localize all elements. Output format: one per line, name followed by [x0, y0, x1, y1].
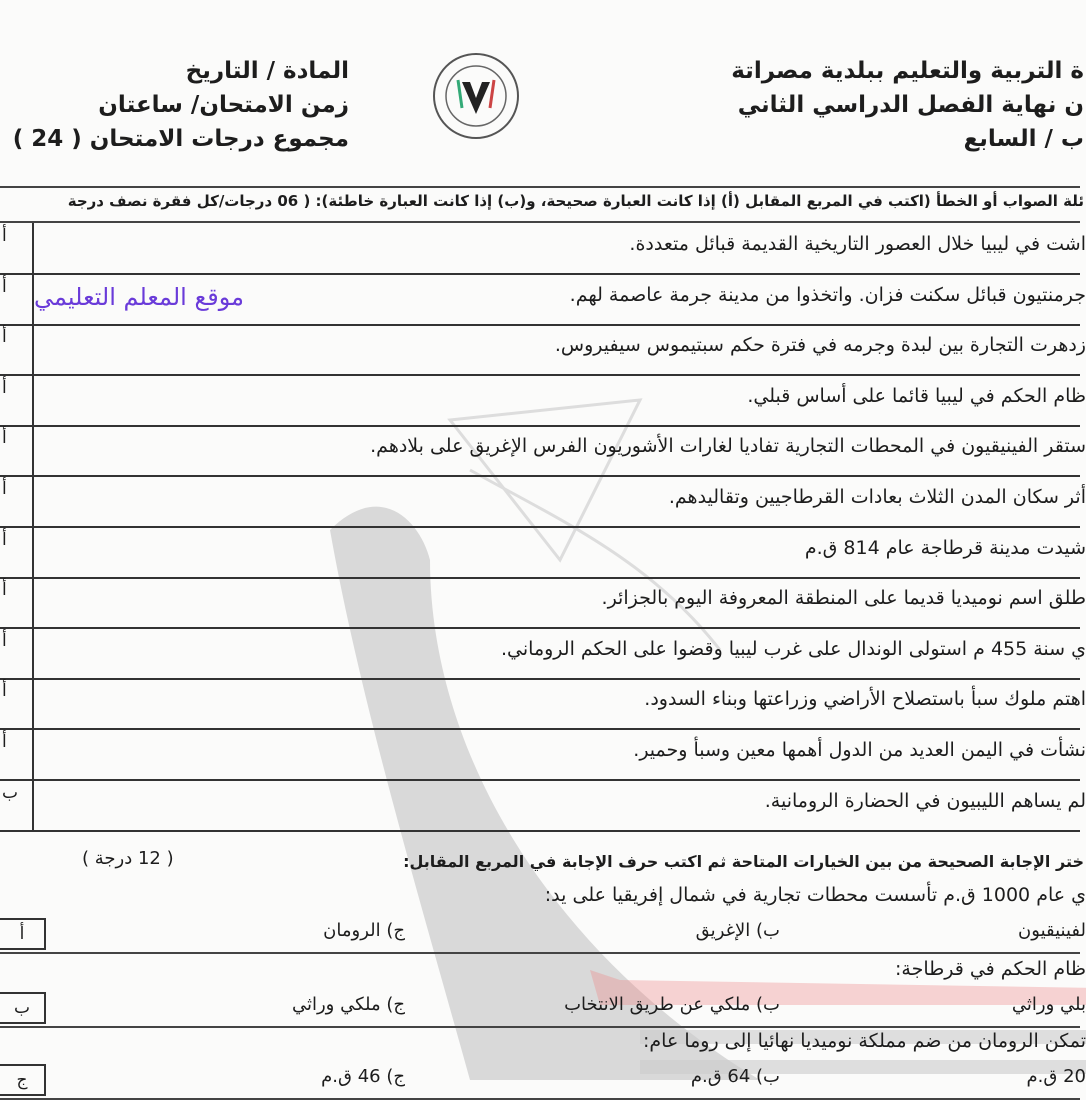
answer-box[interactable]: أ: [0, 274, 34, 324]
option-b: ب) 64 ق.م: [690, 1066, 780, 1087]
statement-text: اهتم ملوك سبأ باستصلاح الأراضي وزراعتها وبناء السدود.: [644, 688, 1086, 711]
ministry-logo: [432, 52, 520, 140]
option-a: بلي وراثي: [1011, 994, 1086, 1015]
option-c: ج) ملكي وراثي: [291, 994, 405, 1015]
tf-row: [0, 780, 1086, 832]
statement-text: أثر سكان المدن الثلاث بعادات القرطاجيين وتقاليدهم.: [668, 486, 1086, 508]
answer-box[interactable]: ج: [0, 1064, 46, 1096]
option-c: ج) الرومان: [323, 920, 405, 941]
tf-row: [0, 425, 1086, 477]
header-total-marks: مجموع درجات الامتحان ( 24 ): [12, 126, 349, 152]
tf-row: [0, 729, 1086, 781]
question-divider: [0, 1026, 1080, 1028]
option-a: لفينيقيون: [1018, 920, 1086, 941]
answer-box[interactable]: ب: [0, 992, 46, 1024]
answer-box[interactable]: أ: [0, 678, 34, 728]
statement-text: نشأت في اليمن العديد من الدول أهمها معين وسبأ وحمير.: [633, 739, 1086, 761]
answer-box[interactable]: ب: [0, 780, 34, 830]
option-b: ب) الإغريق: [695, 920, 780, 941]
tf-row: [0, 375, 1086, 427]
statement-text: ظام الحكم في ليبيا قائما على أساس قبلي.: [747, 384, 1086, 407]
header-divider: [0, 186, 1080, 188]
question-text: ي عام 1000 ق.م تأسست محطات تجارية في شمال إفريقيا على يد:: [544, 884, 1086, 906]
header-exam-title: ن نهاية الفصل الدراسي الثاني: [737, 92, 1084, 118]
answer-box[interactable]: أ: [0, 527, 34, 577]
statement-text: شيدت مدينة قرطاجة عام 814 ق.م: [804, 536, 1086, 559]
question-divider: [0, 952, 1080, 954]
statement-text: زدهرت التجارة بين لبدة وجرمه في فترة حكم سبتيموس سيفيروس.: [554, 334, 1086, 357]
tf-row: [0, 678, 1086, 730]
option-c: ج) 46 ق.م: [321, 1066, 405, 1087]
question-text: ظام الحكم في قرطاجة:: [895, 958, 1086, 980]
answer-box[interactable]: أ: [0, 628, 34, 678]
answer-box[interactable]: أ: [0, 918, 46, 950]
section1-instruction: ئلة الصواب أو الخطأ (اكتب في المربع المقابل (أ) إذا كانت العبارة صحيحة، و(ب) إذا كانت العبارة خاطئة): ( 06 درجات/كل فقرة نصف درجة: [67, 192, 1084, 210]
option-a: 20 ق.م: [1026, 1066, 1086, 1087]
statement-text: ي سنة 455 م استولى الوندال على غرب ليبيا وقضوا على الحكم الروماني.: [501, 637, 1086, 660]
tf-row: [0, 324, 1086, 376]
answer-box[interactable]: أ: [0, 324, 34, 374]
header-directorate: ة التربية والتعليم ببلدية مصراتة: [731, 58, 1084, 84]
answer-box[interactable]: أ: [0, 476, 34, 526]
header-left: [12, 54, 349, 156]
header-grade: ب / السابع: [963, 126, 1084, 152]
statement-text: لم يساهم الليبيون في الحضارة الرومانية.: [764, 789, 1086, 812]
statement-text: ستقر الفينيقيون في المحطات التجارية تفاديا لغارات الأشوريون الفرس الإغريق على بلادهم.: [370, 435, 1086, 458]
tf-row: [0, 476, 1086, 528]
statement-text: اشت في ليبيا خلال العصور التاريخية القديمة قبائل متعددة.: [629, 233, 1086, 255]
site-watermark-text: موقع المعلم التعليمي: [34, 283, 244, 311]
statement-text: طلق اسم نوميديا قديما على المنطقة المعروفة اليوم بالجزائر.: [601, 587, 1086, 610]
statement-text: جرمنتيون قبائل سكنت فزان. واتخذوا من مدينة جرمة عاصمة لهم.: [569, 283, 1086, 306]
header-right: [731, 54, 1084, 156]
answer-box[interactable]: أ: [0, 577, 34, 627]
answer-box[interactable]: أ: [0, 375, 34, 425]
header-duration: زمن الامتحان/ ساعتان: [98, 92, 349, 118]
tf-row: [0, 577, 1086, 629]
tf-row: [0, 628, 1086, 680]
answer-box[interactable]: أ: [0, 729, 34, 779]
answer-box[interactable]: أ: [0, 223, 34, 273]
tf-row: [0, 527, 1086, 579]
question-text: تمكن الرومان من ضم مملكة نوميديا نهائيا إلى روما عام:: [642, 1030, 1086, 1052]
section2-marks: ( 12 درجة ): [82, 848, 174, 869]
answer-box[interactable]: أ: [0, 425, 34, 475]
tf-row: [0, 223, 1086, 275]
option-b: ب) ملكي عن طريق الانتخاب: [564, 994, 780, 1015]
header-subject: المادة / التاريخ: [185, 58, 349, 84]
section2-instruction: ختر الإجابة الصحيحة من بين الخيارات المتاحة ثم اكتب حرف الإجابة في المربع المقابل:: [403, 852, 1084, 871]
